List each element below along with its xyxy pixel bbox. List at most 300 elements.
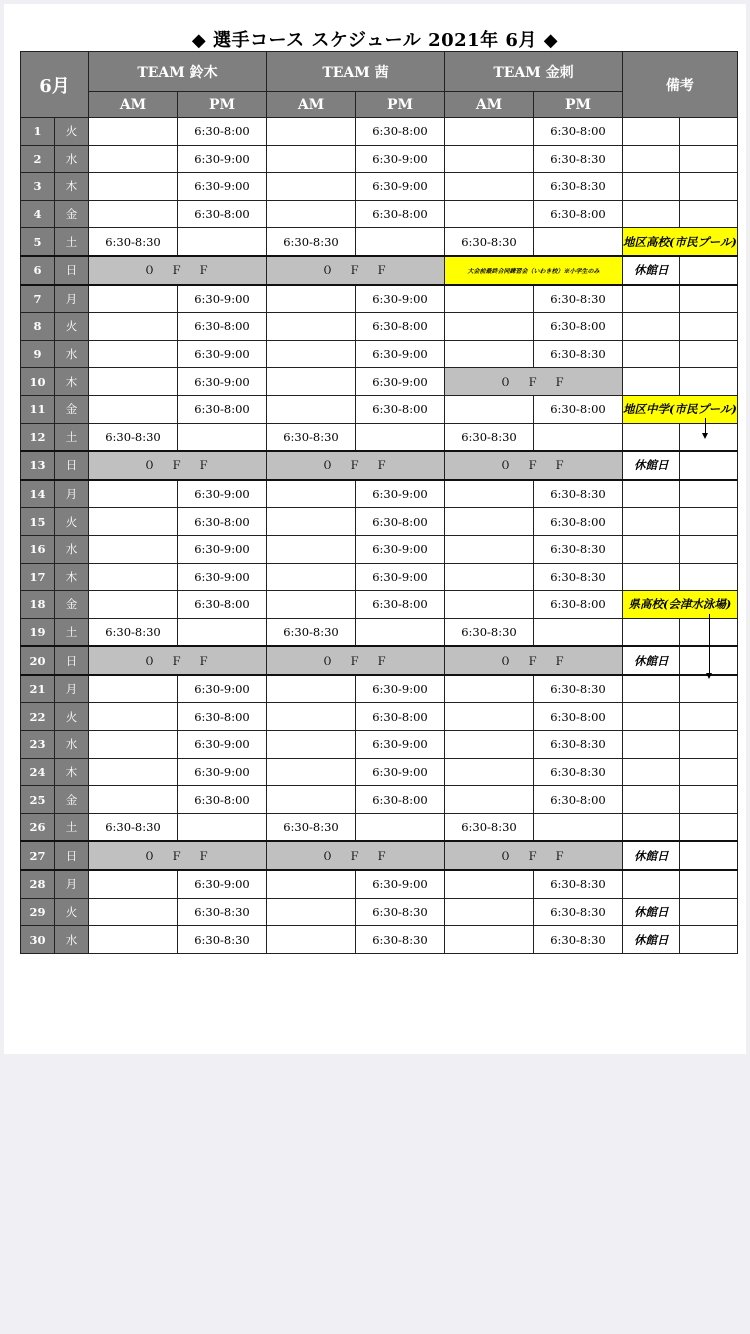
note-cell: [623, 285, 680, 313]
schedule-row: [21, 145, 738, 173]
time-cell: 6:30-8:30: [534, 340, 623, 368]
schedule-row: [21, 395, 738, 423]
day-of-week: 月: [55, 870, 89, 898]
note-cell-empty: [680, 535, 737, 563]
note-cell: [623, 675, 680, 703]
day-number: 27: [21, 841, 55, 870]
schedule-row: [21, 618, 738, 646]
time-cell: [445, 118, 534, 146]
day-number: 4: [21, 200, 55, 228]
day-of-week: 日: [55, 256, 89, 285]
time-cell: [445, 591, 534, 619]
time-cell: 6:30-8:00: [178, 703, 267, 731]
time-cell: [445, 508, 534, 536]
time-cell: 6:30-9:00: [178, 368, 267, 396]
time-cell: 6:30-8:30: [356, 926, 445, 954]
time-cell: [267, 675, 356, 703]
time-cell: [445, 173, 534, 201]
time-cell: 6:30-9:00: [178, 145, 267, 173]
closed-note: 休館日: [623, 256, 680, 285]
time-cell: [445, 340, 534, 368]
time-cell: [89, 786, 178, 814]
time-cell: [267, 395, 356, 423]
schedule-row: [21, 228, 738, 256]
time-cell: [445, 703, 534, 731]
time-cell: 6:30-8:00: [534, 395, 623, 423]
note-cell: [623, 368, 680, 396]
note-cell-empty: [680, 786, 737, 814]
schedule-row: [21, 118, 738, 146]
day-number: 3: [21, 173, 55, 201]
schedule-row: [21, 200, 738, 228]
time-cell: [89, 313, 178, 341]
day-number: 5: [21, 228, 55, 256]
time-cell: 6:30-9:00: [178, 480, 267, 508]
note-cell: [623, 535, 680, 563]
day-number: 23: [21, 731, 55, 759]
time-cell: 6:30-8:30: [534, 926, 623, 954]
time-cell: 6:30-8:00: [178, 591, 267, 619]
time-cell: [445, 675, 534, 703]
team-header: TEAM 茜: [267, 52, 445, 92]
time-cell: [89, 563, 178, 591]
time-cell: [267, 368, 356, 396]
day-of-week: 日: [55, 841, 89, 870]
time-cell: [89, 870, 178, 898]
time-cell: 6:30-9:00: [356, 145, 445, 173]
day-number: 15: [21, 508, 55, 536]
time-cell: 6:30-8:00: [178, 200, 267, 228]
day-of-week: 金: [55, 591, 89, 619]
time-cell: [267, 340, 356, 368]
time-cell: 6:30-8:30: [534, 480, 623, 508]
note-cell: [623, 423, 680, 451]
time-cell: [445, 563, 534, 591]
time-cell: [267, 200, 356, 228]
time-cell: 6:30-9:00: [178, 563, 267, 591]
note-cell-empty: [680, 675, 737, 703]
day-number: 29: [21, 898, 55, 926]
off-cell: ０ Ｆ Ｆ: [445, 646, 623, 675]
note-cell-empty: [680, 480, 737, 508]
day-of-week: 火: [55, 508, 89, 536]
note-cell-empty: [680, 731, 737, 759]
time-cell: 6:30-8:30: [445, 423, 534, 451]
time-cell: [534, 228, 623, 256]
time-cell: [267, 591, 356, 619]
time-cell: 6:30-9:00: [178, 758, 267, 786]
time-cell: 6:30-9:00: [356, 368, 445, 396]
time-cell: [445, 285, 534, 313]
closed-note: 休館日: [623, 926, 680, 954]
month-header: 6月: [21, 52, 89, 118]
time-cell: [89, 368, 178, 396]
time-cell: [445, 480, 534, 508]
time-cell: 6:30-9:00: [356, 675, 445, 703]
time-cell: [89, 173, 178, 201]
time-cell: 6:30-8:00: [356, 395, 445, 423]
pm-header: PM: [356, 92, 445, 118]
note-cell-empty: [680, 313, 737, 341]
day-of-week: 日: [55, 451, 89, 480]
day-of-week: 水: [55, 340, 89, 368]
note-cell: [623, 703, 680, 731]
time-cell: 6:30-8:30: [534, 285, 623, 313]
day-of-week: 金: [55, 200, 89, 228]
time-cell: [89, 480, 178, 508]
time-cell: [178, 618, 267, 646]
time-cell: [267, 758, 356, 786]
time-cell: [178, 813, 267, 841]
time-cell: [356, 618, 445, 646]
time-cell: [267, 786, 356, 814]
time-cell: 6:30-8:00: [356, 313, 445, 341]
schedule-row: [21, 591, 738, 619]
time-cell: [445, 200, 534, 228]
time-cell: 6:30-8:30: [267, 423, 356, 451]
time-cell: 6:30-8:00: [356, 200, 445, 228]
note-cell: [623, 173, 680, 201]
time-cell: [89, 145, 178, 173]
schedule-row: [21, 256, 738, 285]
day-number: 17: [21, 563, 55, 591]
day-number: 22: [21, 703, 55, 731]
time-cell: [267, 313, 356, 341]
day-of-week: 木: [55, 563, 89, 591]
day-of-week: 土: [55, 423, 89, 451]
time-cell: 6:30-8:00: [534, 591, 623, 619]
note-cell-empty: [680, 200, 737, 228]
day-number: 2: [21, 145, 55, 173]
day-of-week: 水: [55, 926, 89, 954]
time-cell: [445, 786, 534, 814]
time-cell: [178, 228, 267, 256]
time-cell: 6:30-9:00: [356, 340, 445, 368]
closed-note: 休館日: [623, 841, 680, 870]
off-cell: ０ Ｆ Ｆ: [445, 841, 623, 870]
day-number: 28: [21, 870, 55, 898]
day-of-week: 月: [55, 480, 89, 508]
off-cell: ０ Ｆ Ｆ: [445, 451, 623, 480]
time-cell: [267, 285, 356, 313]
time-cell: [89, 675, 178, 703]
time-cell: 6:30-8:00: [356, 508, 445, 536]
note-cell-empty: [680, 368, 737, 396]
note-cell: 地区中学(市民プール): [623, 395, 738, 423]
time-cell: 6:30-8:30: [445, 618, 534, 646]
continuation-arrow: [709, 614, 710, 674]
time-cell: 6:30-9:00: [356, 173, 445, 201]
time-cell: 6:30-8:00: [534, 313, 623, 341]
time-cell: 6:30-8:00: [178, 786, 267, 814]
schedule-row: [21, 508, 738, 536]
day-of-week: 日: [55, 646, 89, 675]
time-cell: [356, 228, 445, 256]
day-of-week: 火: [55, 118, 89, 146]
time-cell: [89, 731, 178, 759]
day-number: 25: [21, 786, 55, 814]
note-cell: [623, 313, 680, 341]
time-cell: [267, 563, 356, 591]
note-cell-empty: [680, 118, 737, 146]
time-cell: 6:30-9:00: [178, 285, 267, 313]
time-cell: 6:30-8:00: [356, 703, 445, 731]
schedule-sheet: [4, 4, 746, 1054]
notes-header: 備考: [623, 52, 738, 118]
day-number: 21: [21, 675, 55, 703]
day-of-week: 土: [55, 228, 89, 256]
am-header: AM: [445, 92, 534, 118]
day-of-week: 月: [55, 675, 89, 703]
time-cell: 6:30-8:30: [534, 675, 623, 703]
time-cell: 6:30-8:30: [534, 145, 623, 173]
event-note: 大会前最終合同練習会（いわき校）※小学生のみ: [445, 256, 623, 285]
time-cell: 6:30-8:30: [534, 898, 623, 926]
note-cell: 地区高校(市民プール): [623, 228, 738, 256]
time-cell: 6:30-8:00: [534, 786, 623, 814]
schedule-row: [21, 786, 738, 814]
time-cell: [267, 118, 356, 146]
time-cell: 6:30-8:30: [534, 758, 623, 786]
time-cell: 6:30-8:30: [267, 813, 356, 841]
time-cell: [267, 508, 356, 536]
note-cell-empty: [680, 758, 737, 786]
note-cell-empty: [680, 145, 737, 173]
schedule-row: [21, 675, 738, 703]
time-cell: [89, 395, 178, 423]
off-cell: ０ Ｆ Ｆ: [89, 646, 267, 675]
schedule-table: [20, 51, 738, 954]
note-cell: [623, 563, 680, 591]
time-cell: [267, 173, 356, 201]
day-number: 16: [21, 535, 55, 563]
schedule-row: [21, 480, 738, 508]
time-cell: [445, 870, 534, 898]
day-number: 7: [21, 285, 55, 313]
time-cell: 6:30-8:30: [534, 535, 623, 563]
day-of-week: 水: [55, 145, 89, 173]
time-cell: 6:30-9:00: [178, 173, 267, 201]
time-cell: 6:30-8:30: [534, 731, 623, 759]
day-of-week: 木: [55, 173, 89, 201]
time-cell: 6:30-8:00: [534, 118, 623, 146]
day-of-week: 金: [55, 786, 89, 814]
note-cell: [623, 118, 680, 146]
time-cell: 6:30-9:00: [178, 675, 267, 703]
schedule-row: [21, 926, 738, 954]
time-cell: [267, 898, 356, 926]
note-cell-empty: [680, 173, 737, 201]
time-cell: [89, 898, 178, 926]
arrow-head: [702, 433, 708, 439]
schedule-row: [21, 285, 738, 313]
day-number: 18: [21, 591, 55, 619]
time-cell: 6:30-8:30: [267, 618, 356, 646]
time-cell: [356, 423, 445, 451]
time-cell: 6:30-8:00: [356, 118, 445, 146]
note-cell-empty: [680, 813, 737, 841]
off-cell: ０ Ｆ Ｆ: [267, 646, 445, 675]
day-of-week: 金: [55, 395, 89, 423]
time-cell: 6:30-9:00: [178, 731, 267, 759]
time-cell: 6:30-8:00: [534, 703, 623, 731]
schedule-row: [21, 340, 738, 368]
time-cell: 6:30-9:00: [356, 480, 445, 508]
day-number: 30: [21, 926, 55, 954]
time-cell: [267, 870, 356, 898]
time-cell: 6:30-8:30: [178, 898, 267, 926]
note-cell: [623, 731, 680, 759]
time-cell: 6:30-8:30: [267, 228, 356, 256]
team-header: TEAM 鈴木: [89, 52, 267, 92]
time-cell: [267, 926, 356, 954]
day-number: 1: [21, 118, 55, 146]
schedule-row: [21, 173, 738, 201]
time-cell: [267, 703, 356, 731]
time-cell: [89, 340, 178, 368]
note-cell-empty: [680, 926, 737, 954]
time-cell: 6:30-9:00: [178, 340, 267, 368]
time-cell: 6:30-8:30: [178, 926, 267, 954]
time-cell: [356, 813, 445, 841]
time-cell: [445, 898, 534, 926]
note-cell-empty: [680, 285, 737, 313]
time-cell: [89, 758, 178, 786]
time-cell: 6:30-8:00: [178, 508, 267, 536]
time-cell: [267, 731, 356, 759]
schedule-row: [21, 703, 738, 731]
am-header: AM: [89, 92, 178, 118]
time-cell: [445, 758, 534, 786]
arrow-head: [706, 673, 712, 679]
note-cell-empty: [680, 898, 737, 926]
off-cell: ０ Ｆ Ｆ: [267, 256, 445, 285]
note-cell-empty: [680, 451, 737, 480]
time-cell: 6:30-8:00: [534, 200, 623, 228]
note-cell-empty: [680, 841, 737, 870]
schedule-row: [21, 423, 738, 451]
off-cell: ０ Ｆ Ｆ: [445, 368, 623, 396]
time-cell: 6:30-9:00: [356, 758, 445, 786]
note-cell-empty: [680, 256, 737, 285]
time-cell: [89, 285, 178, 313]
time-cell: [89, 118, 178, 146]
note-cell: 県高校(会津水泳場): [623, 591, 738, 619]
schedule-row: [21, 646, 738, 675]
time-cell: 6:30-8:00: [356, 786, 445, 814]
note-cell-empty: [680, 423, 737, 451]
day-number: 24: [21, 758, 55, 786]
off-cell: ０ Ｆ Ｆ: [89, 451, 267, 480]
schedule-row: [21, 758, 738, 786]
schedule-row: [21, 368, 738, 396]
time-cell: [445, 313, 534, 341]
day-of-week: 木: [55, 368, 89, 396]
day-of-week: 火: [55, 313, 89, 341]
day-number: 12: [21, 423, 55, 451]
day-number: 9: [21, 340, 55, 368]
time-cell: 6:30-8:00: [178, 118, 267, 146]
time-cell: [178, 423, 267, 451]
day-number: 19: [21, 618, 55, 646]
time-cell: [89, 926, 178, 954]
note-cell: [623, 340, 680, 368]
time-cell: 6:30-8:30: [89, 228, 178, 256]
closed-note: 休館日: [623, 646, 680, 675]
time-cell: [89, 200, 178, 228]
day-number: 14: [21, 480, 55, 508]
day-of-week: 木: [55, 758, 89, 786]
note-cell: [623, 145, 680, 173]
note-cell-empty: [680, 340, 737, 368]
time-cell: 6:30-9:00: [178, 870, 267, 898]
time-cell: [89, 703, 178, 731]
off-cell: ０ Ｆ Ｆ: [267, 451, 445, 480]
time-cell: [445, 731, 534, 759]
time-cell: 6:30-9:00: [356, 731, 445, 759]
note-cell: [623, 618, 680, 646]
time-cell: [445, 926, 534, 954]
schedule-row: [21, 813, 738, 841]
team-header: TEAM 金刺: [445, 52, 623, 92]
time-cell: [445, 145, 534, 173]
time-cell: [89, 508, 178, 536]
note-cell: [623, 508, 680, 536]
time-cell: [534, 618, 623, 646]
closed-note: 休館日: [623, 451, 680, 480]
time-cell: 6:30-9:00: [356, 535, 445, 563]
day-of-week: 火: [55, 703, 89, 731]
time-cell: [267, 535, 356, 563]
schedule-row: [21, 313, 738, 341]
time-cell: 6:30-8:30: [534, 173, 623, 201]
time-cell: 6:30-8:30: [445, 813, 534, 841]
time-cell: 6:30-8:30: [89, 423, 178, 451]
time-cell: 6:30-8:00: [178, 395, 267, 423]
note-cell-empty: [680, 563, 737, 591]
day-of-week: 水: [55, 731, 89, 759]
time-cell: [89, 591, 178, 619]
time-cell: 6:30-8:30: [534, 870, 623, 898]
time-cell: [267, 480, 356, 508]
time-cell: [267, 145, 356, 173]
schedule-row: [21, 563, 738, 591]
time-cell: [445, 535, 534, 563]
time-cell: 6:30-8:30: [356, 898, 445, 926]
note-cell-empty: [680, 703, 737, 731]
day-number: 20: [21, 646, 55, 675]
time-cell: [534, 813, 623, 841]
time-cell: [89, 535, 178, 563]
day-number: 26: [21, 813, 55, 841]
time-cell: 6:30-8:30: [445, 228, 534, 256]
day-number: 6: [21, 256, 55, 285]
time-cell: 6:30-8:00: [534, 508, 623, 536]
time-cell: [534, 423, 623, 451]
note-cell: [623, 813, 680, 841]
schedule-row: [21, 841, 738, 870]
note-cell: [623, 870, 680, 898]
off-cell: ０ Ｆ Ｆ: [89, 841, 267, 870]
page-title: ◆ 選手コース スケジュール 2021年 6月 ◆: [191, 30, 559, 51]
time-cell: 6:30-9:00: [356, 285, 445, 313]
schedule-row: [21, 731, 738, 759]
off-cell: ０ Ｆ Ｆ: [267, 841, 445, 870]
am-header: AM: [267, 92, 356, 118]
day-number: 10: [21, 368, 55, 396]
note-cell-empty: [680, 508, 737, 536]
time-cell: 6:30-9:00: [178, 535, 267, 563]
